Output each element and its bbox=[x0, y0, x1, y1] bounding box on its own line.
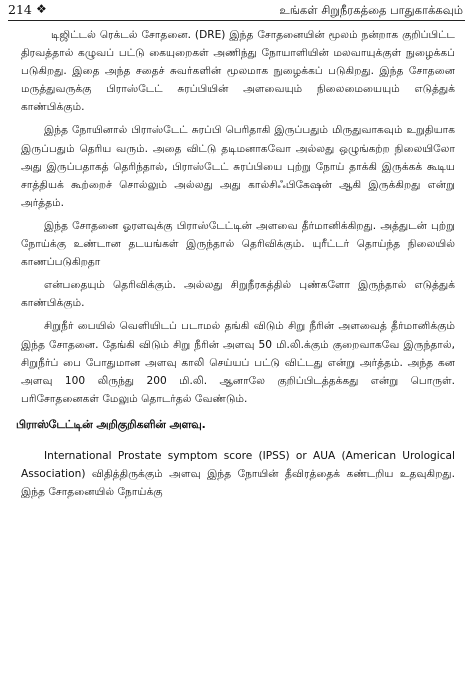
paragraph-ureter-findings: என்பதையும் தெரிவிக்கும். அல்லது சிறுநீரகத்தில் புண்களோ இருந்தால் எடுத்துக் காண்பிக்கும். bbox=[21, 279, 455, 310]
section-heading: பிராஸ்டேட்டின் அறிகுறிகளின் அளவு. bbox=[16, 417, 206, 431]
page-number: 214 bbox=[8, 2, 32, 17]
paragraph-ipss-score: International Prostate symptom score (IPSS) or AUA (American Urological Association) விதித்திருக்கும் அளவு இந்த நோயின் தீவிரத்தைக் கண்டறிய உதவுகிறது. இந்த சோதனையில் நோய்க்கு bbox=[21, 449, 455, 499]
running-title: உங்கள் சிறுநீரகத்தை பாதுகாக்கவும் bbox=[279, 3, 463, 17]
body-text bbox=[16, 26, 455, 506]
paragraph-dre-test: டிஜிட்டல் ரெக்டல் சோதனை. (DRE) இந்த சோதனையின் மூலம் நன்றாக குறிப்பிட்ட திரவத்தால் கழுவப் பட்டு கையுறைகள் அணிந்து நோயாளியின் மலவாயுக்குள் நுழைக்கப் படுகிறது. இதை அந்த சதைச் சுவர்களின் மூலமாக நுழைக்கப் படுகிறது. இந்த சோதனை மருத்துவருக்கு பிராஸ்டேட் சுரப்பியின் அளவையும் நிலைமையையும் எடுத்துக் காண்பிக்கும். bbox=[21, 29, 455, 114]
paragraph-prostate-findings: இந்த நோயினால் பிராஸ்டேட் சுரப்பி பெரிதாகி இருப்பதும் மிருதுவாகவும் உறுதியாக இருப்பதும் தெரிய வரும். அதை விட்டு தடிமனாகவோ அல்லது ஒழுங்கற்ற நிலையிலோ அது இருப்பதாகத் தெரிந்தால், பிராஸ்டேட் சுரப்பியை புற்று நோய் தாக்கி இருக்கக் கூடிய சாத்தியக் கூற்றைச் சொல்லும் அல்லது அது கால்சிஃபிகேஷன் ஆகி இருக்கிறது என்று அர்த்தம். bbox=[21, 124, 455, 209]
paragraph-prostate-size: இந்த சோதனை ஓரளவுக்கு பிராஸ்டேட்டின் அளவை தீர்மானிக்கிறது. அத்துடன் புற்று நோய்க்கு உண்டான தடயங்கள் இருந்தால் தெரிவிக்கும். யுரீட்டர் தொய்ந்த நிலையில் காணப்படுகிறதா bbox=[21, 219, 455, 269]
header-divider bbox=[8, 20, 465, 21]
page-header bbox=[8, 0, 463, 20]
paragraph-residual-urine: சிறுநீர் பையில் வெளியிடப் படாமல் தங்கி விடும் சிறு நீரின் அளவைத் தீர்மானிக்கும் இந்த சோதனை. தேங்கி விடும் சிறு நீரின் அளவு 50 மி.லி.க்கும் குறைவாகவே இருந்தால், சிறுநீர்ப் பை போதுமான அளவு காலி செய்யப் பட்டு விட்டது என்று அர்த்தம். அந்த கன அளவு 100 லிருந்து 200 மி.லி. ஆனாலே குறிப்பிடத்தக்கது என்று பொருள். பரிசோதனைகள் மேலும் தொடர்தல் வேண்டும். bbox=[21, 320, 455, 405]
ornament-icon: ❖ bbox=[36, 2, 47, 16]
